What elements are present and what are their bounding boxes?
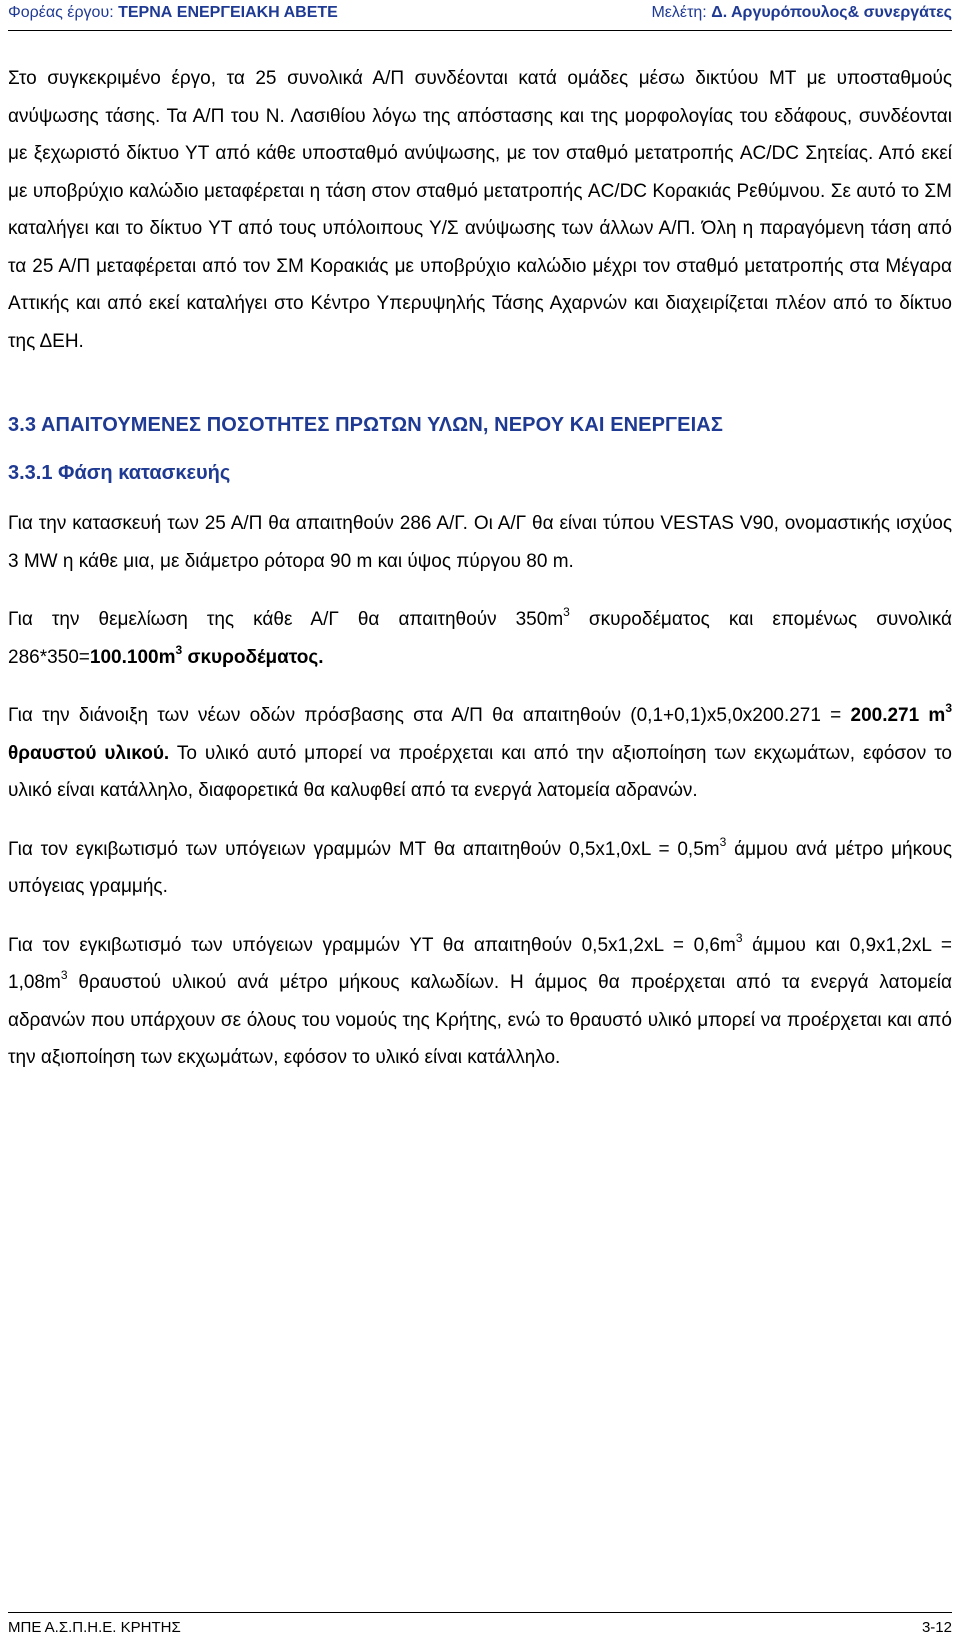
header-client bbox=[8, 2, 338, 24]
foundation-text-2: σκυροδέματος και επομένως συνολικά 286*350= bbox=[8, 609, 952, 668]
mt-lines-paragraph bbox=[8, 831, 952, 906]
footer-page-number: 3-12 bbox=[921, 1619, 952, 1636]
header-study bbox=[651, 2, 952, 24]
header-study-label: Μελέτη: bbox=[651, 4, 707, 21]
mt-superscript-1: 3 bbox=[719, 834, 727, 849]
mt-text-2: άμμου ανά μέτρο μήκους υπόγειας γραμμής. bbox=[8, 838, 952, 897]
roads-text-1: Για την διάνοιξη των νέων οδών πρόσβασης στα Α/Π θα απαιτηθούν (0,1+0,1)x5,0x200.271 = bbox=[8, 705, 851, 726]
yt-text-2: άμμου και 0,9x1,2xL = 1,08m bbox=[8, 934, 952, 993]
yt-lines-paragraph bbox=[8, 927, 952, 1077]
roads-paragraph bbox=[8, 697, 952, 810]
subsection-heading: 3.3.1 Φάση κατασκευής bbox=[8, 462, 231, 484]
roads-text-2: Το υλικό αυτό μπορεί να προέρχεται και από την αξιοποίηση των εκχωμάτων, εφόσον το υλικό είναι κατάλληλο, διαφορετικά θα καλυφθεί από τα ενεργά λατομεία αδρανών. bbox=[8, 742, 952, 801]
page-footer bbox=[8, 1612, 952, 1639]
foundation-bold-superscript: 3 bbox=[175, 642, 183, 657]
footer-document-title: ΜΠΕ Α.Σ.Π.Η.Ε. ΚΡΗΤΗΣ bbox=[8, 1619, 181, 1636]
foundation-bold-total bbox=[89, 642, 324, 668]
header-study-value: Δ. Αργυρόπουλος& συνεργάτες bbox=[711, 4, 952, 21]
yt-superscript-2: 3 bbox=[60, 968, 68, 982]
page-header bbox=[8, 0, 952, 31]
foundation-paragraph bbox=[8, 601, 952, 676]
yt-text-3: θραυστού υλικού ανά μέτρο μήκους καλωδίων. Η άμμος θα προέρχεται από τα ενεργά λατομεία αδρανών που υπάρχουν σε όλους του νομούς της Κρήτης, ενώ το θραυστό υλικό μπορεί να προέρχεται και από την αξιοποίηση των εκχωμάτων, εφόσον το υλικό είναι κατάλληλο. bbox=[8, 972, 952, 1068]
section-heading: 3.3 ΑΠΑΙΤΟΥΜΕΝΕΣ ΠΟΣΟΤΗΤΕΣ ΠΡΩΤΩΝ ΥΛΩΝ, ΝΕΡΟΥ ΚΑΙ ΕΝΕΡΓΕΙΑΣ bbox=[8, 414, 723, 436]
roads-bold-text-2: θραυστού υλικού. bbox=[8, 742, 170, 764]
roads-bold-superscript: 3 bbox=[945, 701, 952, 715]
turbines-paragraph: Για την κατασκευή των 25 Α/Π θα απαιτηθούν 286 Α/Γ. Οι Α/Γ θα είναι τύπου VESTAS V90, ονομαστικής ισχύος 3 MW η κάθε μια, με διάμετρο ρότορα 90 m και ύψος πύργου 80 m. bbox=[8, 513, 952, 572]
foundation-text-1: Για την θεμελίωση της κάθε Α/Γ θα απαιτηθούν 350m bbox=[8, 609, 564, 630]
mt-text-1: Για τον εγκιβωτισμό των υπόγειων γραμμών ΜΤ θα απαιτηθούν 0,5x1,0xL = 0,5m bbox=[8, 838, 720, 860]
document-body bbox=[8, 60, 952, 1077]
foundation-bold-text-1: 100.100m bbox=[89, 646, 176, 668]
foundation-bold-text-2: σκυροδέματος. bbox=[182, 646, 324, 668]
yt-text-1: Για τον εγκιβωτισμό των υπόγειων γραμμών ΥΤ θα απαιτηθούν 0,5x1,2xL = 0,6m bbox=[8, 934, 736, 956]
foundation-superscript-1: 3 bbox=[563, 605, 570, 619]
intro-paragraph: Στο συγκεκριμένο έργο, τα 25 συνολικά Α/Π συνδέονται κατά ομάδες μέσω δικτύου ΜΤ με υποσταθμούς ανύψωσης τάσης. Τα Α/Π του Ν. Λασιθίου λόγω της απόστασης και της μορφολογίας του εδάφους, συνδέονται με ξεχωριστό δίκτυο ΥΤ από κάθε υποσταθμό ανύψωσης, με τον σταθμό μετατροπής AC/DC Σητείας. Από εκεί με υποβρύχιο καλώδιο μεταφέρεται η τάση στον σταθμό μετατροπής AC/DC Κορακιάς Ρεθύμνου. Σε αυτό το ΣΜ καταλήγει και το δίκτυο ΥΤ από τους υπόλοιπους Υ/Σ ανύψωσης των άλλων Α/Π. Όλη η παραγόμενη τάση από τα 25 Α/Π μεταφέρεται από τον ΣΜ Κορακιάς με υποβρύχιο καλώδιο μέχρι τον σταθμό μετατροπής στα Μέγαρα Αττικής και από εκεί καταλήγει στο Κέντρο Υπερυψηλής Τάσης Αχαρνών και διαχειρίζεται πλέον από το δίκτυο της ΔΕΗ. bbox=[8, 68, 952, 352]
header-client-label: Φορέας έργου: bbox=[8, 4, 114, 21]
header-client-value: ΤΕΡΝΑ ΕΝΕΡΓΕΙΑΚΗ ΑΒΕΤΕ bbox=[118, 4, 338, 21]
yt-superscript-1: 3 bbox=[735, 930, 743, 945]
roads-bold-text-1: 200.271 m bbox=[850, 705, 946, 726]
